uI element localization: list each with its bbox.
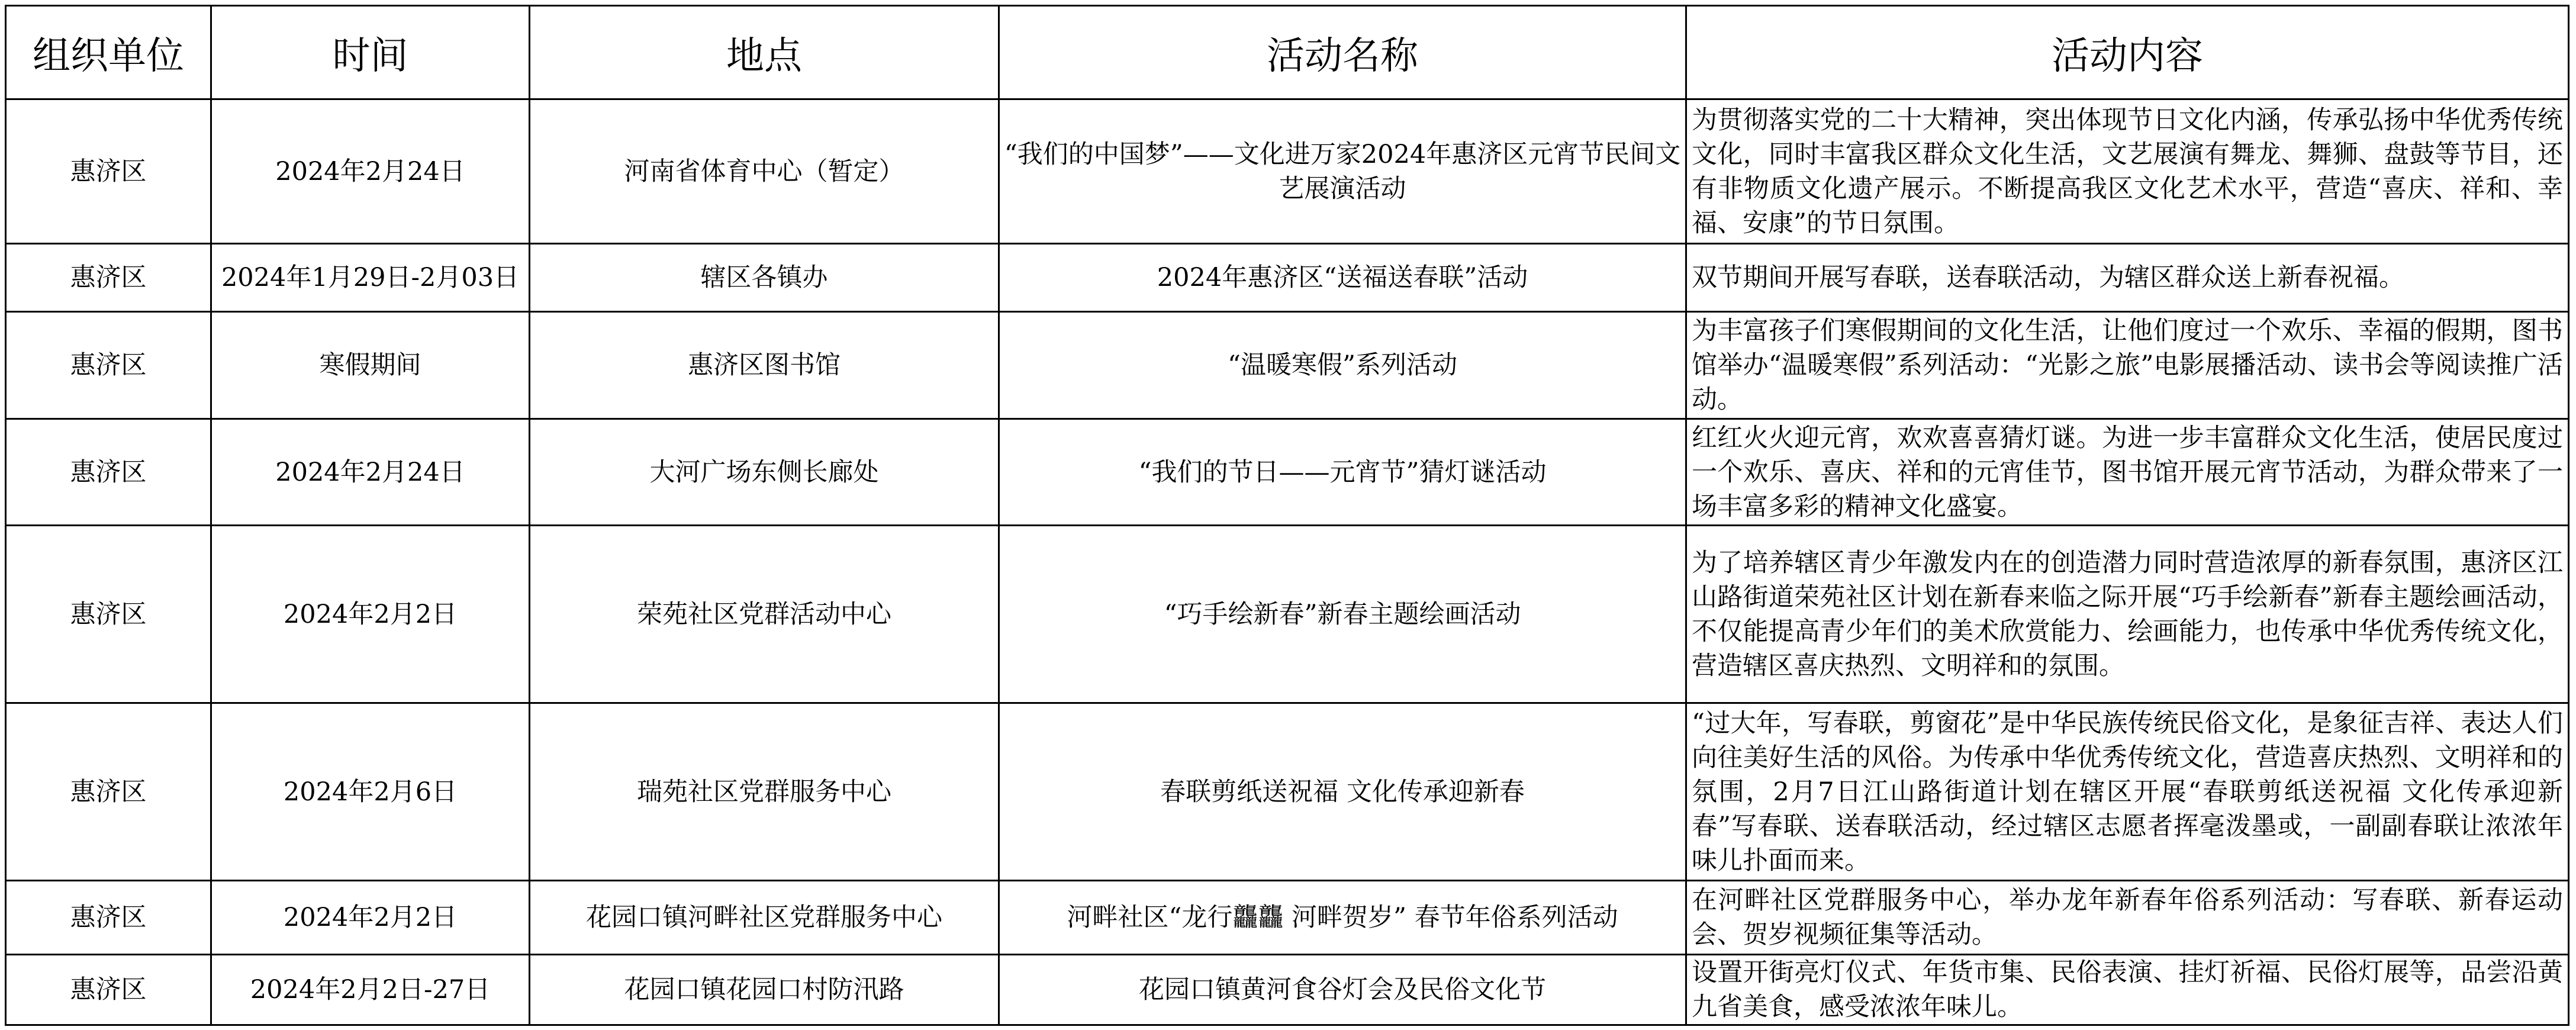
table-row [6, 526, 2569, 703]
cell-activity-name: “我们的中国梦”——文化进万家2024年惠济区元宵节民间文艺展演活动 [999, 99, 1686, 244]
table-row [6, 244, 2569, 312]
cell-time: 2024年2月24日 [211, 419, 530, 526]
header-row [6, 6, 2569, 99]
table-row [6, 99, 2569, 244]
cell-time: 2024年2月2日-27日 [211, 955, 530, 1025]
cell-org: 惠济区 [6, 526, 211, 703]
cell-place: 瑞苑社区党群服务中心 [530, 703, 999, 881]
cell-activity-name: “温暖寒假”系列活动 [999, 312, 1686, 419]
cell-place: 荣苑社区党群活动中心 [530, 526, 999, 703]
cell-time: 寒假期间 [211, 312, 530, 419]
header-time: 时间 [211, 6, 530, 99]
cell-place: 河南省体育中心（暂定） [530, 99, 999, 244]
table-row [6, 419, 2569, 526]
cell-activity-content: 在河畔社区党群服务中心，举办龙年新春年俗系列活动：写春联、新春运动会、贺岁视频征集等活动。 [1686, 881, 2569, 955]
cell-time: 2024年1月29日-2月03日 [211, 244, 530, 312]
cell-activity-content: 双节期间开展写春联，送春联活动，为辖区群众送上新春祝福。 [1686, 244, 2569, 312]
activity-table [5, 5, 2569, 1026]
cell-activity-content: 为了培养辖区青少年激发内在的创造潜力同时营造浓厚的新春氛围，惠济区江山路街道荣苑社区计划在新春来临之际开展“巧手绘新春”新春主题绘画活动，不仅能提高青少年们的美术欣赏能力、绘画能力，也传承中华优秀传统文化，营造辖区喜庆热烈、文明祥和的氛围。 [1686, 526, 2569, 703]
cell-activity-name: 春联剪纸送祝福 文化传承迎新春 [999, 703, 1686, 881]
cell-activity-name: “我们的节日——元宵节”猜灯谜活动 [999, 419, 1686, 526]
cell-place: 辖区各镇办 [530, 244, 999, 312]
cell-org: 惠济区 [6, 312, 211, 419]
table-row [6, 955, 2569, 1025]
header-activity-content: 活动内容 [1686, 6, 2569, 99]
cell-place: 惠济区图书馆 [530, 312, 999, 419]
cell-org: 惠济区 [6, 955, 211, 1025]
cell-activity-name: 花园口镇黄河食谷灯会及民俗文化节 [999, 955, 1686, 1025]
header-org: 组织单位 [6, 6, 211, 99]
cell-activity-content: 为丰富孩子们寒假期间的文化生活，让他们度过一个欢乐、幸福的假期，图书馆举办“温暖寒假”系列活动：“光影之旅”电影展播活动、读书会等阅读推广活动。 [1686, 312, 2569, 419]
cell-org: 惠济区 [6, 244, 211, 312]
cell-org: 惠济区 [6, 881, 211, 955]
cell-activity-content: 设置开街亮灯仪式、年货市集、民俗表演、挂灯祈福、民俗灯展等，品尝沿黄九省美食，感受浓浓年味儿。 [1686, 955, 2569, 1025]
cell-time: 2024年2月2日 [211, 526, 530, 703]
table-row [6, 703, 2569, 881]
cell-time: 2024年2月2日 [211, 881, 530, 955]
cell-activity-name: 河畔社区“龙行龘龘 河畔贺岁” 春节年俗系列活动 [999, 881, 1686, 955]
cell-activity-content: “过大年，写春联，剪窗花”是中华民族传统民俗文化，是象征吉祥、表达人们向往美好生活的风俗。为传承中华优秀传统文化，营造喜庆热烈、文明祥和的氛围，2月7日江山路街道计划在辖区开展“春联剪纸送祝福 文化传承迎新春”写春联、送春联活动，经过辖区志愿者挥毫泼墨或，一副副春联让浓浓年味儿扑面而来。 [1686, 703, 2569, 881]
header-place: 地点 [530, 6, 999, 99]
cell-org: 惠济区 [6, 419, 211, 526]
cell-activity-content: 红红火火迎元宵，欢欢喜喜猜灯谜。为进一步丰富群众文化生活，使居民度过一个欢乐、喜庆、祥和的元宵佳节，图书馆开展元宵节活动，为群众带来了一场丰富多彩的精神文化盛宴。 [1686, 419, 2569, 526]
cell-time: 2024年2月24日 [211, 99, 530, 244]
cell-org: 惠济区 [6, 703, 211, 881]
cell-place: 大河广场东侧长廊处 [530, 419, 999, 526]
cell-activity-name: 2024年惠济区“送福送春联”活动 [999, 244, 1686, 312]
cell-activity-content: 为贯彻落实党的二十大精神，突出体现节日文化内涵，传承弘扬中华优秀传统文化，同时丰富我区群众文化生活，文艺展演有舞龙、舞狮、盘鼓等节目，还有非物质文化遗产展示。不断提高我区文化艺术水平，营造“喜庆、祥和、幸福、安康”的节日氛围。 [1686, 99, 2569, 244]
cell-org: 惠济区 [6, 99, 211, 244]
cell-place: 花园口镇花园口村防汛路 [530, 955, 999, 1025]
table-row [6, 312, 2569, 419]
header-activity-name: 活动名称 [999, 6, 1686, 99]
table-row [6, 881, 2569, 955]
cell-time: 2024年2月6日 [211, 703, 530, 881]
cell-activity-name: “巧手绘新春”新春主题绘画活动 [999, 526, 1686, 703]
cell-place: 花园口镇河畔社区党群服务中心 [530, 881, 999, 955]
